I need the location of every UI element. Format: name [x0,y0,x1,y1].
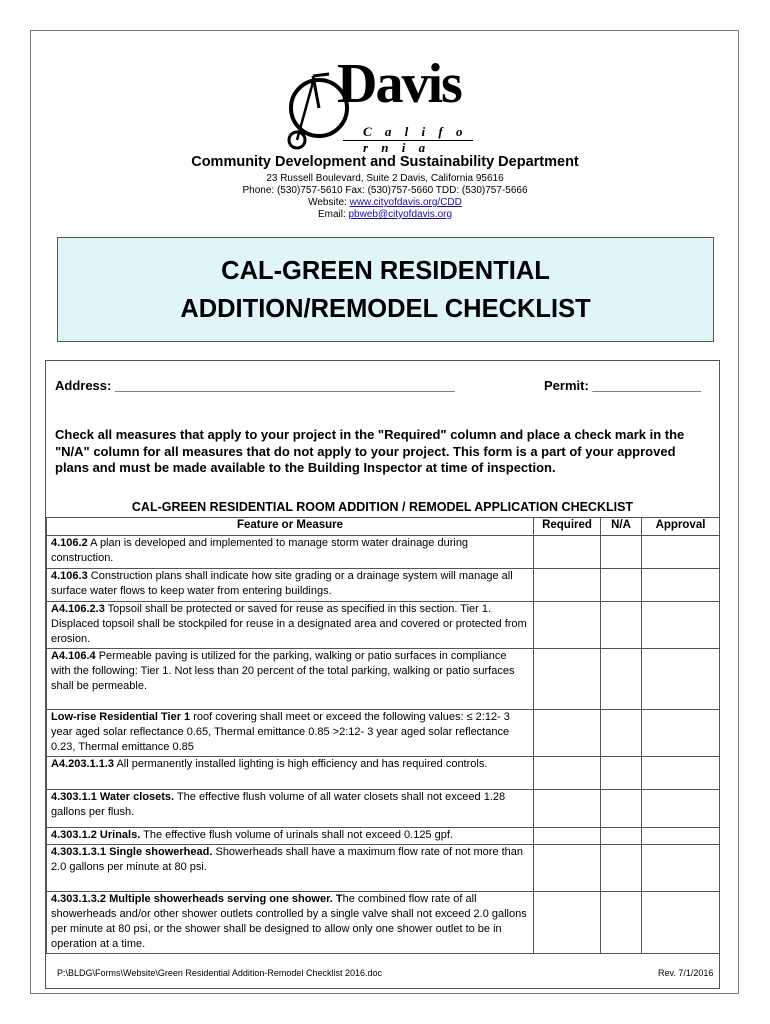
permit-blank[interactable]: _______________ [592,378,701,393]
title-line-1: CAL-GREEN RESIDENTIAL [221,257,550,285]
table-row [47,757,720,790]
measure-cell [47,757,534,790]
email-link[interactable]: pbweb@cityofdavis.org [348,209,453,220]
na-cell[interactable] [601,710,642,757]
measure-cell [47,649,534,710]
table-row [47,828,720,845]
measure-text: Construction plans shall indicate how site grading or a drainage system will manage all surface water flows to keep water from entering buildings. [51,570,513,597]
header-approval: Approval [642,518,720,536]
department-website [0,197,770,208]
required-cell[interactable] [534,710,601,757]
approval-cell[interactable] [642,828,720,845]
website-label: Website: [308,197,350,208]
na-cell[interactable] [601,845,642,892]
measure-cell [47,569,534,602]
na-cell[interactable] [601,790,642,828]
measure-cell [47,536,534,569]
measure-text: he combined flow rate of all showerheads and/or other shower outlets controlled by a single valve shall not exceed 2.0 gallons per minute at 80 psi, or the shower shall be designed to allow only one shower outlet to be in operation at a time. [51,893,527,950]
table-row [47,892,720,954]
na-cell[interactable] [601,757,642,790]
approval-cell[interactable] [642,602,720,649]
header-required: Required [534,518,601,536]
header-feature: Feature or Measure [47,518,534,536]
measure-code: A4.203.1.1.3 [51,758,114,770]
table-row [47,602,720,649]
approval-cell[interactable] [642,536,720,569]
required-cell[interactable] [534,569,601,602]
header-na: N/A [601,518,642,536]
required-cell[interactable] [534,790,601,828]
measure-code: A4.106.2.3 [51,603,105,615]
approval-cell[interactable] [642,790,720,828]
measure-code: Low-rise Residential Tier 1 [51,711,191,723]
logo-state: C a l i f o r n i a [363,124,468,155]
measure-text: Showerheads shall have a maximum flow rate of not more than 2.0 gallons per minute at 80 psi. [51,846,524,873]
permit-label: Permit: [544,378,593,393]
davis-logo [285,53,485,160]
measure-text: The effective flush volume of urinals shall not exceed 0.125 gpf. [140,829,453,841]
email-label: Email: [317,209,349,220]
measure-code: 4.303.1.2 Urinals. [51,829,141,841]
na-cell[interactable] [601,649,642,710]
footer-revision: Rev. 7/1/2016 [658,968,714,978]
measure-text: A plan is developed and implemented to manage storm water drainage during construction. [51,537,469,564]
na-cell[interactable] [601,602,642,649]
address-field[interactable] [55,378,455,393]
approval-cell[interactable] [642,845,720,892]
approval-cell[interactable] [642,892,720,954]
required-cell[interactable] [534,536,601,569]
measure-cell [47,828,534,845]
required-cell[interactable] [534,649,601,710]
title-box [57,237,714,342]
measure-text: The effective flush volume of all water closets shall not exceed 1.28 gallons per flush. [51,791,506,818]
title-line-2: ADDITION/REMODEL CHECKLIST [180,295,591,323]
address-label: Address: [55,378,115,393]
required-cell[interactable] [534,892,601,954]
department-phone: Phone: (530)757-5610 Fax: (530)757-5660 TDD: (530)757-5666 [242,185,528,196]
measure-cell [47,710,534,757]
table-row [47,790,720,828]
instructions: Check all measures that apply to your project in the "Required" column and place a check mark in the "N/A" column for all measures that do not apply to your project. This form is a part of your approved plans and must be made available to the Building Inspector at time of inspection. [55,427,685,475]
checklist-title: CAL-GREEN RESIDENTIAL ROOM ADDITION / REMODEL APPLICATION CHECKLIST [131,500,634,514]
required-cell[interactable] [534,602,601,649]
department-email [0,209,770,220]
measure-cell [47,892,534,954]
measure-code: 4.106.3 [51,570,88,582]
measure-code: 4.303.1.3.1 Single showerhead. [51,846,213,858]
table-row [47,649,720,710]
checklist-table [46,517,720,954]
permit-field[interactable] [544,378,701,393]
measure-cell [47,602,534,649]
measure-text: Topsoil shall be protected or saved for reuse as specified in this section. Tier 1. Displaced topsoil shall be stockpiled for reuse in a designated area and covered or protected from erosion. [51,603,527,645]
approval-cell[interactable] [642,757,720,790]
measure-cell [47,845,534,892]
required-cell[interactable] [534,828,601,845]
table-row [47,845,720,892]
department-address: 23 Russell Boulevard, Suite 2 Davis, California 95616 [266,173,504,184]
na-cell[interactable] [601,828,642,845]
measure-code: 4.106.2 [51,537,88,549]
department-name: Community Development and Sustainability Department [191,154,579,170]
table-row [47,536,720,569]
na-cell[interactable] [601,569,642,602]
required-cell[interactable] [534,845,601,892]
footer-file-path: P:\BLDG\Forms\Website\Green Residential Addition-Remodel Checklist 2016.doc [57,968,382,978]
logo-wordmark: Davis [337,53,461,115]
address-blank[interactable]: _______________________________________________ [114,378,455,393]
measure-code: A4.106.4 [51,650,96,662]
measure-code: 4.303.1.3.2 Multiple showerheads serving one shower. T [51,893,343,905]
approval-cell[interactable] [642,569,720,602]
checklist-form [45,360,720,989]
approval-cell[interactable] [642,710,720,757]
na-cell[interactable] [601,892,642,954]
table-header-row [47,518,720,536]
measure-text: Permeable paving is utilized for the parking, walking or patio surfaces in compliance with the following: Tier 1. Not less than 20 percent of the total parking, walking or patio surfaces shall be permeable. [51,650,515,692]
table-row [47,569,720,602]
measure-text: roof covering shall meet or exceed the following values: ≤ 2:12- 3 year aged solar reflectance 0.65, Thermal emittance 0.85 >2:12- 3 year aged solar reflectance 0.23, Thermal emittance 0.85 [51,711,510,753]
measure-text: All permanently installed lighting is high efficiency and has required controls. [114,758,488,770]
measure-cell [47,790,534,828]
required-cell[interactable] [534,757,601,790]
na-cell[interactable] [601,536,642,569]
website-link[interactable]: www.cityofdavis.org/CDD [349,197,462,208]
approval-cell[interactable] [642,649,720,710]
table-row [47,710,720,757]
measure-code: 4.303.1.1 Water closets. [51,791,175,803]
